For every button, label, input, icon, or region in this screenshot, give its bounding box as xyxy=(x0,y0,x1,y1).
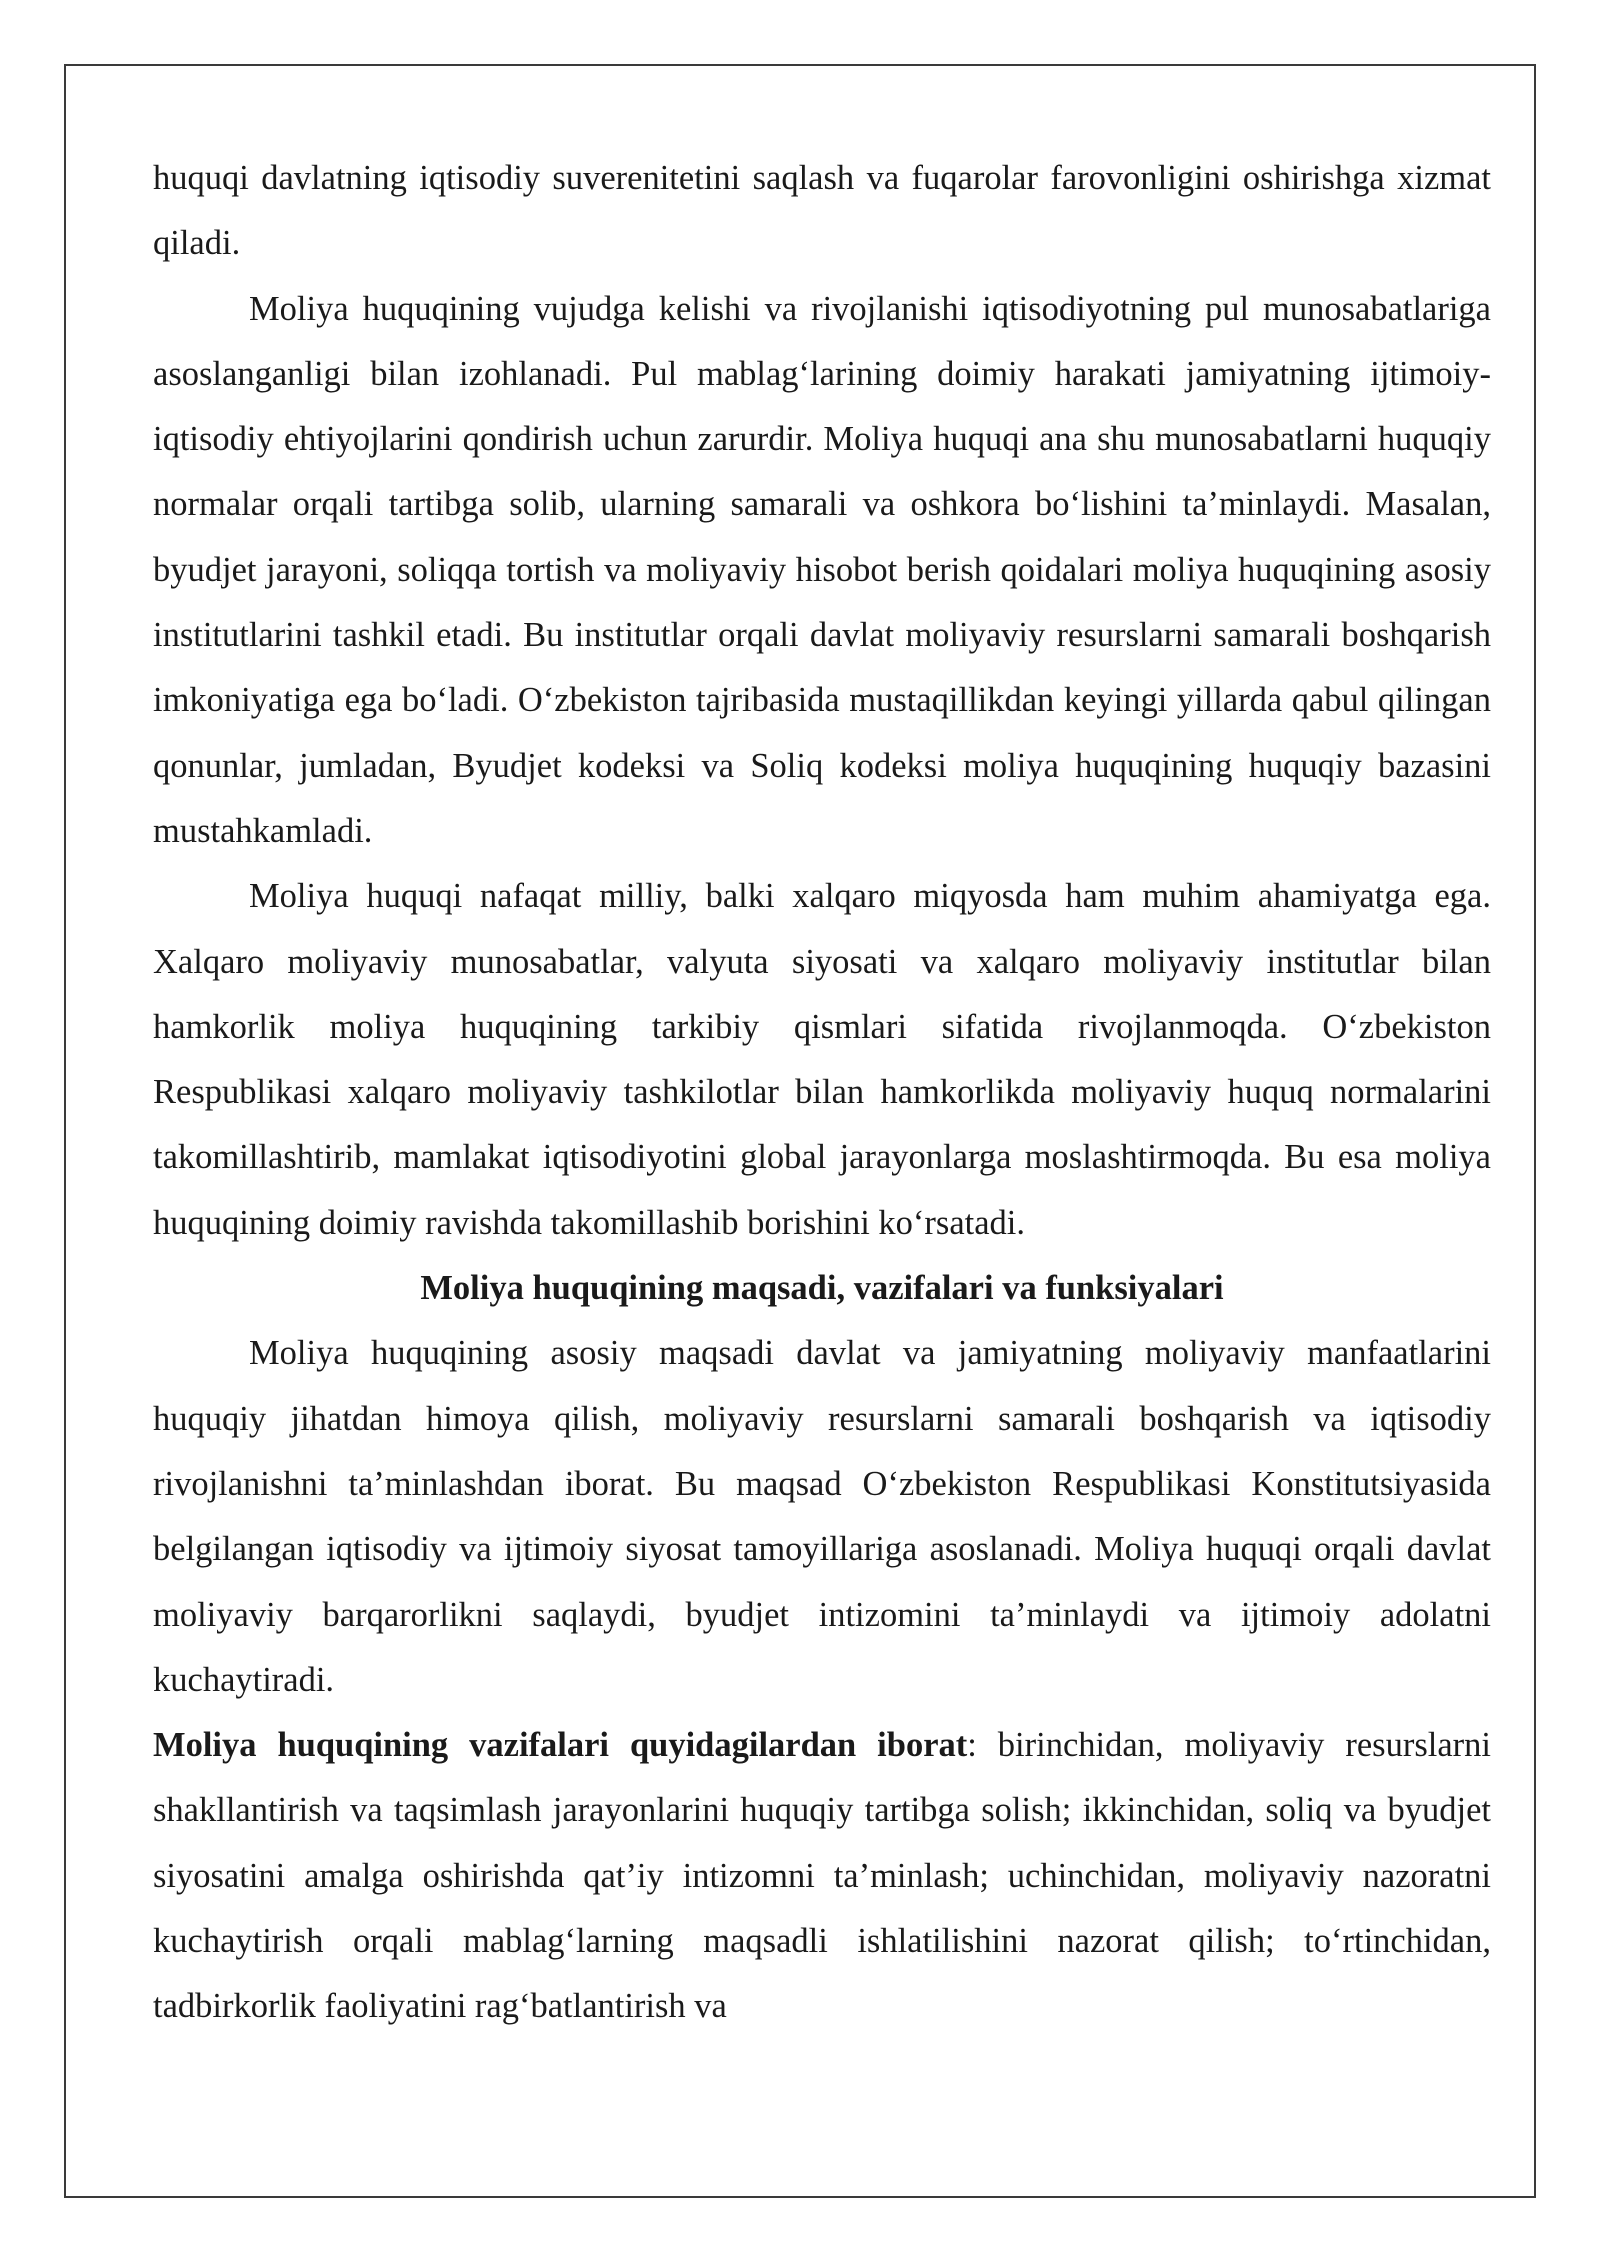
tasks-list-text: : birinchidan, moliyaviy resurslarni shakllantirish va taqsimlash jarayonlarini huquqiy tartibga solish; ikkinchidan, soliq va byudjet siyosatini amalga oshirishda qat’iy intizomni ta’minlash; uchinchidan, moliyaviy nazoratni kuchaytirish orqali mablag‘larning maqsadli ishlatilishini nazorat qilish; to‘rtinchidan, tadbirkorlik faoliyatini rag‘batlantirish va xyxy=(153,1726,1491,2026)
document-body xyxy=(153,146,1491,2040)
paragraph-origin-of-finance-law: Moliya huquqining vujudga kelishi va rivojlanishi iqtisodiyotning pul munosabatlariga asoslanganligi bilan izohlanadi. Pul mablag‘larining doimiy harakati jamiyatning ijtimoiy-iqtisodiy ehtiyojlarini qondirish uchun zarurdir. Moliya huquqi ana shu munosabatlarni huquqiy normalar orqali tartibga solib, ularning samarali va oshkora bo‘lishini ta’minlaydi. Masalan, byudjet jarayoni, soliqqa tortish va moliyaviy hisobot berish qoidalari moliya huquqining asosiy institutlarini tashkil etadi. Bu institutlar orqali davlat moliyaviy resurslarni samarali boshqarish imkoniyatiga ega bo‘ladi. O‘zbekiston tajribasida mustaqillikdan keyingi yillarda qabul qilingan qonunlar, jumladan, Byudjet kodeksi va Soliq kodeksi moliya huquqining huquqiy bazasini mustahkamladi. xyxy=(153,289,1491,850)
tasks-lead-bold: Moliya huquqining vazifalari quyidagilardan iborat xyxy=(153,1726,968,1765)
section-heading: Moliya huquqining maqsadi, vazifalari va funksiyalari xyxy=(420,1269,1224,1308)
paragraph-international-scope: Moliya huquqi nafaqat milliy, balki xalqaro miqyosda ham muhim ahamiyatga ega. Xalqaro moliyaviy munosabatlar, valyuta siyosati va xalqaro moliyaviy institutlar bilan hamkorlik moliya huquqining tarkibiy qismlari sifatida rivojlanmoqda. O‘zbekiston Respublikasi xalqaro moliyaviy tashkilotlar bilan hamkorlikda moliyaviy huquq normalarini takomillashtirib, mamlakat iqtisodiyotini global jarayonlarga moslashtirmoqda. Bu esa moliya huquqining doimiy ravishda takomillashib borishini ko‘rsatadi. xyxy=(153,877,1491,1242)
paragraph-main-goal: Moliya huquqining asosiy maqsadi davlat va jamiyatning moliyaviy manfaatlarini huquqiy jihatdan himoya qilish, moliyaviy resurslarni samarali boshqarish va iqtisodiy rivojlanishni ta’minlashdan iborat. Bu maqsad O‘zbekiston Respublikasi Konstitutsiyasida belgilangan iqtisodiy va ijtimoiy siyosat tamoyillariga asoslanadi. Moliya huquqi orqali davlat moliyaviy barqarorlikni saqlaydi, byudjet intizomini ta’minlaydi va ijtimoiy adolatni kuchaytiradi. xyxy=(153,1334,1491,1699)
paragraph-continuation: huquqi davlatning iqtisodiy suverenitetini saqlash va fuqarolar farovonligini oshirishga xizmat qiladi. xyxy=(153,159,1491,263)
paragraph-tasks xyxy=(153,1713,1491,2039)
